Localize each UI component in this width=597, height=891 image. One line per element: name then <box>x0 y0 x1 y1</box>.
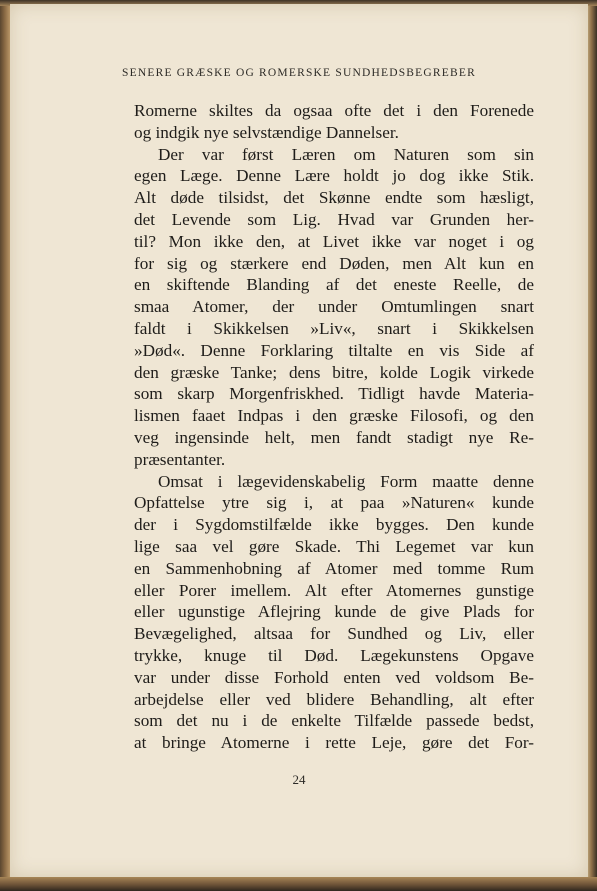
text-line: eller Porer imellem. Alt efter Atomernes gunstige <box>134 580 534 600</box>
book-page <box>10 4 588 877</box>
text-line: præsentanter. <box>134 449 226 469</box>
text-line: eller ugunstige Aflejring kunde de give Plads for <box>134 602 534 622</box>
text-line: faldt i Skikkelsen »Liv«, snart i Skikkelsen <box>134 318 534 338</box>
text-line: Romerne skiltes da ogsaa ofte det i den Forenede <box>134 101 534 120</box>
running-head: SENERE GRÆSKE OG ROMERSKE SUNDHEDSBEGREBER <box>122 67 476 79</box>
text-line: Opfattelse ytre sig i, at paa »Naturen« kunde <box>134 493 534 513</box>
text-line: egen Læge. Denne Lære holdt jo dog ikke Stik. <box>134 166 534 186</box>
text-line: for sig og stærkere end Døden, men Alt kun en <box>134 253 534 273</box>
text-line: var under disse Forhold enten ved voldsom Be- <box>134 667 534 687</box>
text-line: arbejdelse eller ved blidere Behandling, alt efter <box>134 689 534 709</box>
page-number: 24 <box>292 772 306 787</box>
text-line: som skarp Morgenfriskhed. Tidligt havde Materia- <box>134 384 534 404</box>
body-text <box>134 100 534 754</box>
text-line: som det nu i de enkelte Tilfælde passede bedst, <box>134 711 534 731</box>
text-line: lismen faaet Indpas i den græske Filosofi, og den <box>134 406 534 426</box>
text-line: Omsat i lægevidenskabelig Form maatte denne <box>158 471 534 491</box>
text-line: en skiftende Blanding af det eneste Reelle, de <box>134 275 534 295</box>
text-line: Bevægelighed, altsaa for Sundhed og Liv, eller <box>134 624 534 644</box>
book-edge-bottom <box>0 877 597 891</box>
text-line: den græske Tanke; dens bitre, kolde Logik virkede <box>134 362 534 382</box>
text-line: det Levende som Lig. Hvad var Grunden her- <box>134 209 534 229</box>
text-line: til? Mon ikke den, at Livet ikke var noget i og <box>134 231 534 251</box>
text-line: veg ingensinde helt, men fandt stadigt nye Re- <box>134 427 534 447</box>
text-line: og indgik nye selvstændige Dannelser. <box>134 122 399 142</box>
text-line: trykke, knuge til Død. Lægekunstens Opgave <box>134 645 534 665</box>
text-line: Alt døde tilsidst, det Skønne endte som hæsligt, <box>134 188 534 208</box>
text-line: »Død«. Denne Forklaring tiltalte en vis Side af <box>134 340 534 360</box>
text-line: en Sammenhobning af Atomer med tomme Rum <box>134 558 534 578</box>
text-line: Der var først Læren om Naturen som sin <box>158 144 534 164</box>
text-line: at bringe Atomerne i rette Leje, gøre det For- <box>134 733 534 753</box>
text-line: lige saa vel gøre Skade. Thi Legemet var kun <box>134 536 534 556</box>
text-line: der i Sygdomstilfælde ikke bygges. Den kunde <box>134 515 534 535</box>
text-line: smaa Atomer, der under Omtumlingen snart <box>134 297 534 317</box>
